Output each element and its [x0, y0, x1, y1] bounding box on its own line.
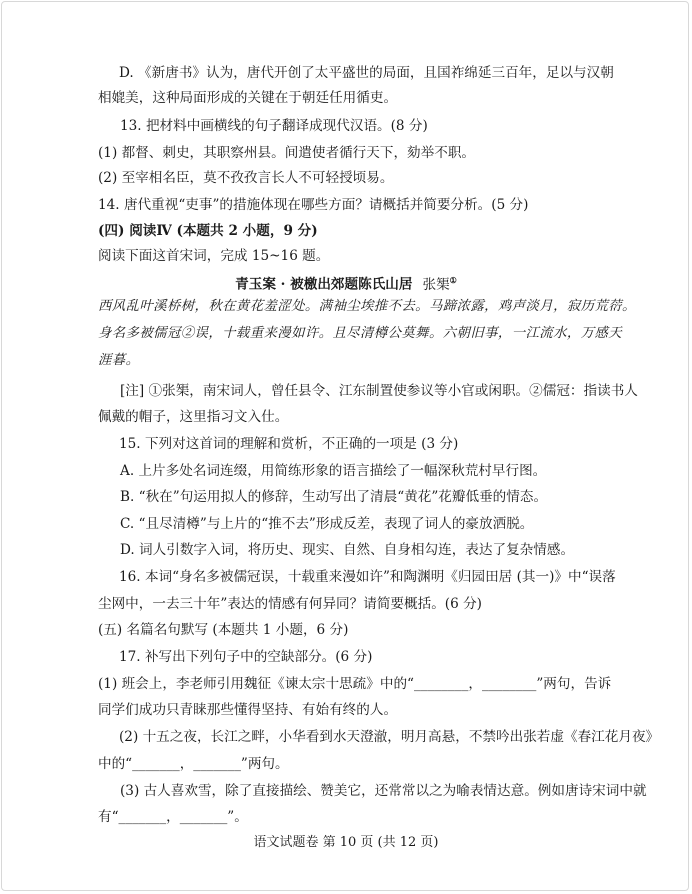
poem-line-3: 涯暮。: [98, 353, 140, 368]
poem-note-line-2: 佩戴的帽子，这里指习文入仕。: [98, 409, 289, 425]
q15-option-c: C. “且尽清樽”与上片的“推不去”形成反差，表现了词人的豪放洒脱。: [120, 516, 534, 532]
q13-stem: 13. 把材料中画横线的句子翻译成现代汉语。(8 分): [120, 118, 428, 134]
poem-line-2: 身名多被儒冠②误，十载重来漫如许。且尽清樽公莫舞。六朝旧事，一江流水，万感天: [98, 326, 623, 341]
page-footer: 语文试题卷 第 10 页 (共 12 页): [253, 835, 439, 850]
q12-option-d-line2: 相媲美，这种局面形成的关键在于朝廷任用循吏。: [98, 90, 398, 106]
poem-title: 青玉案 · 被檄出郊题陈氏山居: [235, 276, 413, 293]
poem-author: 张榘: [422, 276, 450, 293]
q15-option-b: B. “秋在”句运用拟人的修辞，生动写出了清晨“黄花”花瓣低垂的情态。: [120, 489, 548, 505]
q14-stem: 14. 唐代重视“吏事”的措施体现在哪些方面？请概括并简要分析。(5 分): [98, 197, 529, 213]
q17-item-2-line-1: (2) 十五之夜，长江之畔，小华看到水天澄澈，明月高悬，不禁吟出张若虚《春江花月夜》: [119, 729, 660, 745]
q16-line-2: 尘网中，一去三十年”表达的情感有何异同？请简要概括。(6 分): [98, 596, 482, 612]
poem-author-note-mark: ①: [449, 275, 457, 285]
section-5-heading: (五) 名篇名句默写 (本题共 1 小题，6 分): [98, 622, 349, 638]
q17-item-3-line-2: 有“_______，_______”。: [98, 809, 248, 825]
q17-item-2-line-2: 中的“_______，_______”两句。: [98, 756, 289, 772]
q13-sentence-2: (2) 至宰相名臣，莫不孜孜言长人不可轻授顷易。: [98, 170, 394, 186]
q17-item-1-line-1: (1) 班会上，李老师引用魏征《谏太宗十思疏》中的“________，________”两句，告诉: [98, 676, 612, 692]
q17-stem: 17. 补写出下列句子中的空缺部分。(6 分): [119, 649, 373, 665]
q15-option-a: A. 上片多处名词连缀，用简练形象的语言描绘了一幅深秋荒村早行图。: [120, 463, 547, 479]
section-4-heading: (四) 阅读Ⅳ (本题共 2 小题，9 分): [98, 223, 318, 239]
poem-note-line-1: [注] ①张榘，南宋词人，曾任县令、江东制置使参议等小官或闲职。②儒冠：指读书人: [120, 383, 638, 399]
q13-sentence-1: (1) 都督、刺史，其职察州县。间遣使者循行天下，劾举不职。: [98, 145, 476, 161]
q15-stem: 15. 下列对这首词的理解和赏析，不正确的一项是 (3 分): [119, 436, 459, 452]
q12-option-d-line1: D. 《新唐书》认为，唐代开创了太平盛世的局面，且国祚绵延三百年，足以与汉朝: [119, 65, 614, 81]
poem-title-line: [0, 271, 692, 294]
q16-line-1: 16. 本词“身名多被儒冠误，十载重来漫如许”和陶渊明《归园田居 (其一)》中“误落: [119, 569, 616, 585]
section-4-intro: 阅读下面这首宋词，完成 15~16 题。: [98, 248, 330, 264]
q15-option-d: D. 词人引数字入词，将历史、现实、自然、自身相勾连，表达了复杂情感。: [120, 542, 575, 558]
q17-item-3-line-1: (3) 古人喜欢雪，除了直接描绘、赞美它，还常常以之为喻表情达意。例如唐诗宋词中就: [120, 783, 647, 799]
q17-item-1-line-2: 同学们成功只青睐那些懂得坚持、有始有终的人。: [98, 702, 398, 718]
poem-line-1: 西风乱叶溪桥树，秋在黄花羞涩处。满袖尘埃推不去。马蹄浓露，鸡声淡月，寂历荒葕。: [98, 299, 636, 314]
